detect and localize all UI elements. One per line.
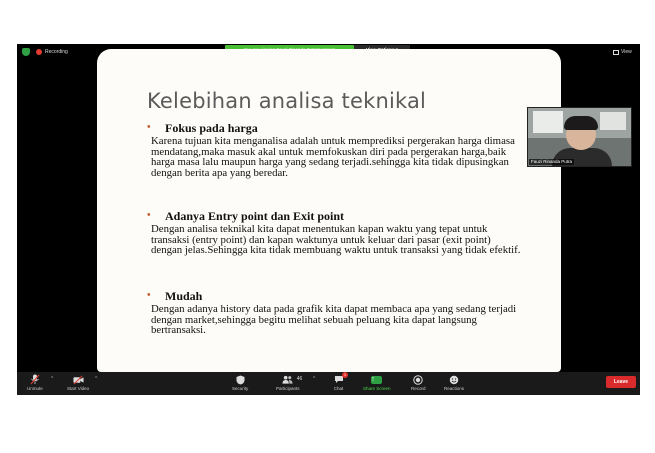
start-video-label: Start Video bbox=[67, 386, 90, 391]
zoom-meeting-window bbox=[17, 44, 640, 395]
record-icon bbox=[413, 374, 424, 385]
section-body: Karena tujuan kita menganalisa adalah untuk memprediksi pergerakan harga dimasa mendatang,maka masuk akal untuk memfokuskan diri pada pergerakan harga,baik harga masa lalu maupun harga yang sedang terjadi.sehingga kita tidak dipusingkan dengan berita apa yang beredar. bbox=[151, 135, 515, 179]
share-screen-icon: ↑ bbox=[371, 376, 382, 384]
record-label: Record bbox=[411, 386, 426, 391]
view-button[interactable] bbox=[613, 47, 632, 57]
record-dot-icon bbox=[36, 49, 42, 55]
microphone-muted-icon bbox=[29, 374, 40, 385]
unmute-label: Unmute bbox=[27, 386, 43, 391]
section-heading: Fokus pada harga bbox=[165, 121, 258, 135]
bullet-icon: • bbox=[147, 290, 151, 301]
participants-icon bbox=[282, 374, 303, 385]
slide-section bbox=[147, 289, 523, 336]
meeting-toolbar bbox=[17, 372, 640, 395]
shield-icon[interactable] bbox=[22, 48, 30, 56]
participants-button[interactable] bbox=[276, 374, 303, 391]
section-heading: Mudah bbox=[165, 289, 203, 303]
record-button[interactable] bbox=[411, 374, 426, 391]
chat-button[interactable] bbox=[333, 372, 347, 391]
reactions-label: Reactions bbox=[444, 386, 465, 391]
reactions-button[interactable] bbox=[444, 374, 464, 391]
smiley-icon bbox=[449, 374, 460, 385]
recording-label: Recording bbox=[45, 49, 68, 55]
participants-label: Participants bbox=[276, 386, 300, 391]
grid-icon bbox=[613, 50, 619, 55]
security-label: Security bbox=[232, 386, 249, 391]
section-body: Dengan adanya history data pada grafik kita dapat membaca apa yang sedang terjadi dengan market,sehingga begitu melihat sebuah peluang kita dapat langsung bertransaksi. bbox=[151, 303, 517, 336]
bullet-icon: • bbox=[147, 122, 151, 133]
section-heading: Adanya Entry point dan Exit point bbox=[165, 209, 345, 223]
shield-icon bbox=[235, 374, 246, 385]
section-body: Dengan analisa teknikal kita dapat menentukan kapan waktu yang tepat untuk transaksi (entry point) dan kapan waktunya untuk keluar dari pasar (exit point) dengan jelas.Sehingga kita tidak membuang waktu untuk transaksi yang tidak efektif. bbox=[151, 223, 521, 256]
slide-section bbox=[147, 121, 523, 178]
participants-count: 46 bbox=[296, 376, 303, 382]
recording-indicator[interactable] bbox=[36, 46, 68, 58]
chat-label: Chat bbox=[333, 386, 344, 391]
shared-screen-slide bbox=[97, 49, 561, 372]
start-video-button[interactable] bbox=[67, 374, 89, 391]
view-button-label: View bbox=[621, 49, 632, 55]
bullet-icon: • bbox=[147, 210, 151, 221]
video-options-caret[interactable]: ^ bbox=[95, 376, 98, 382]
video-off-icon bbox=[73, 374, 84, 385]
slide-title: Kelebihan analisa teknikal bbox=[147, 89, 427, 113]
participants-options-caret[interactable]: ^ bbox=[313, 376, 316, 382]
chat-badge: 1 bbox=[343, 372, 347, 377]
share-screen-label: Share Screen bbox=[363, 386, 391, 391]
security-button[interactable] bbox=[232, 374, 248, 391]
leave-button[interactable]: Leave bbox=[606, 376, 636, 388]
audio-options-caret[interactable]: ^ bbox=[51, 376, 54, 382]
participant-video-tile[interactable] bbox=[527, 107, 632, 167]
unmute-button[interactable] bbox=[27, 374, 43, 391]
chat-icon bbox=[333, 372, 347, 385]
participant-name: Fauzi Rinanda Putra bbox=[531, 159, 573, 164]
slide-section bbox=[147, 209, 523, 256]
share-screen-button[interactable] bbox=[363, 374, 391, 391]
